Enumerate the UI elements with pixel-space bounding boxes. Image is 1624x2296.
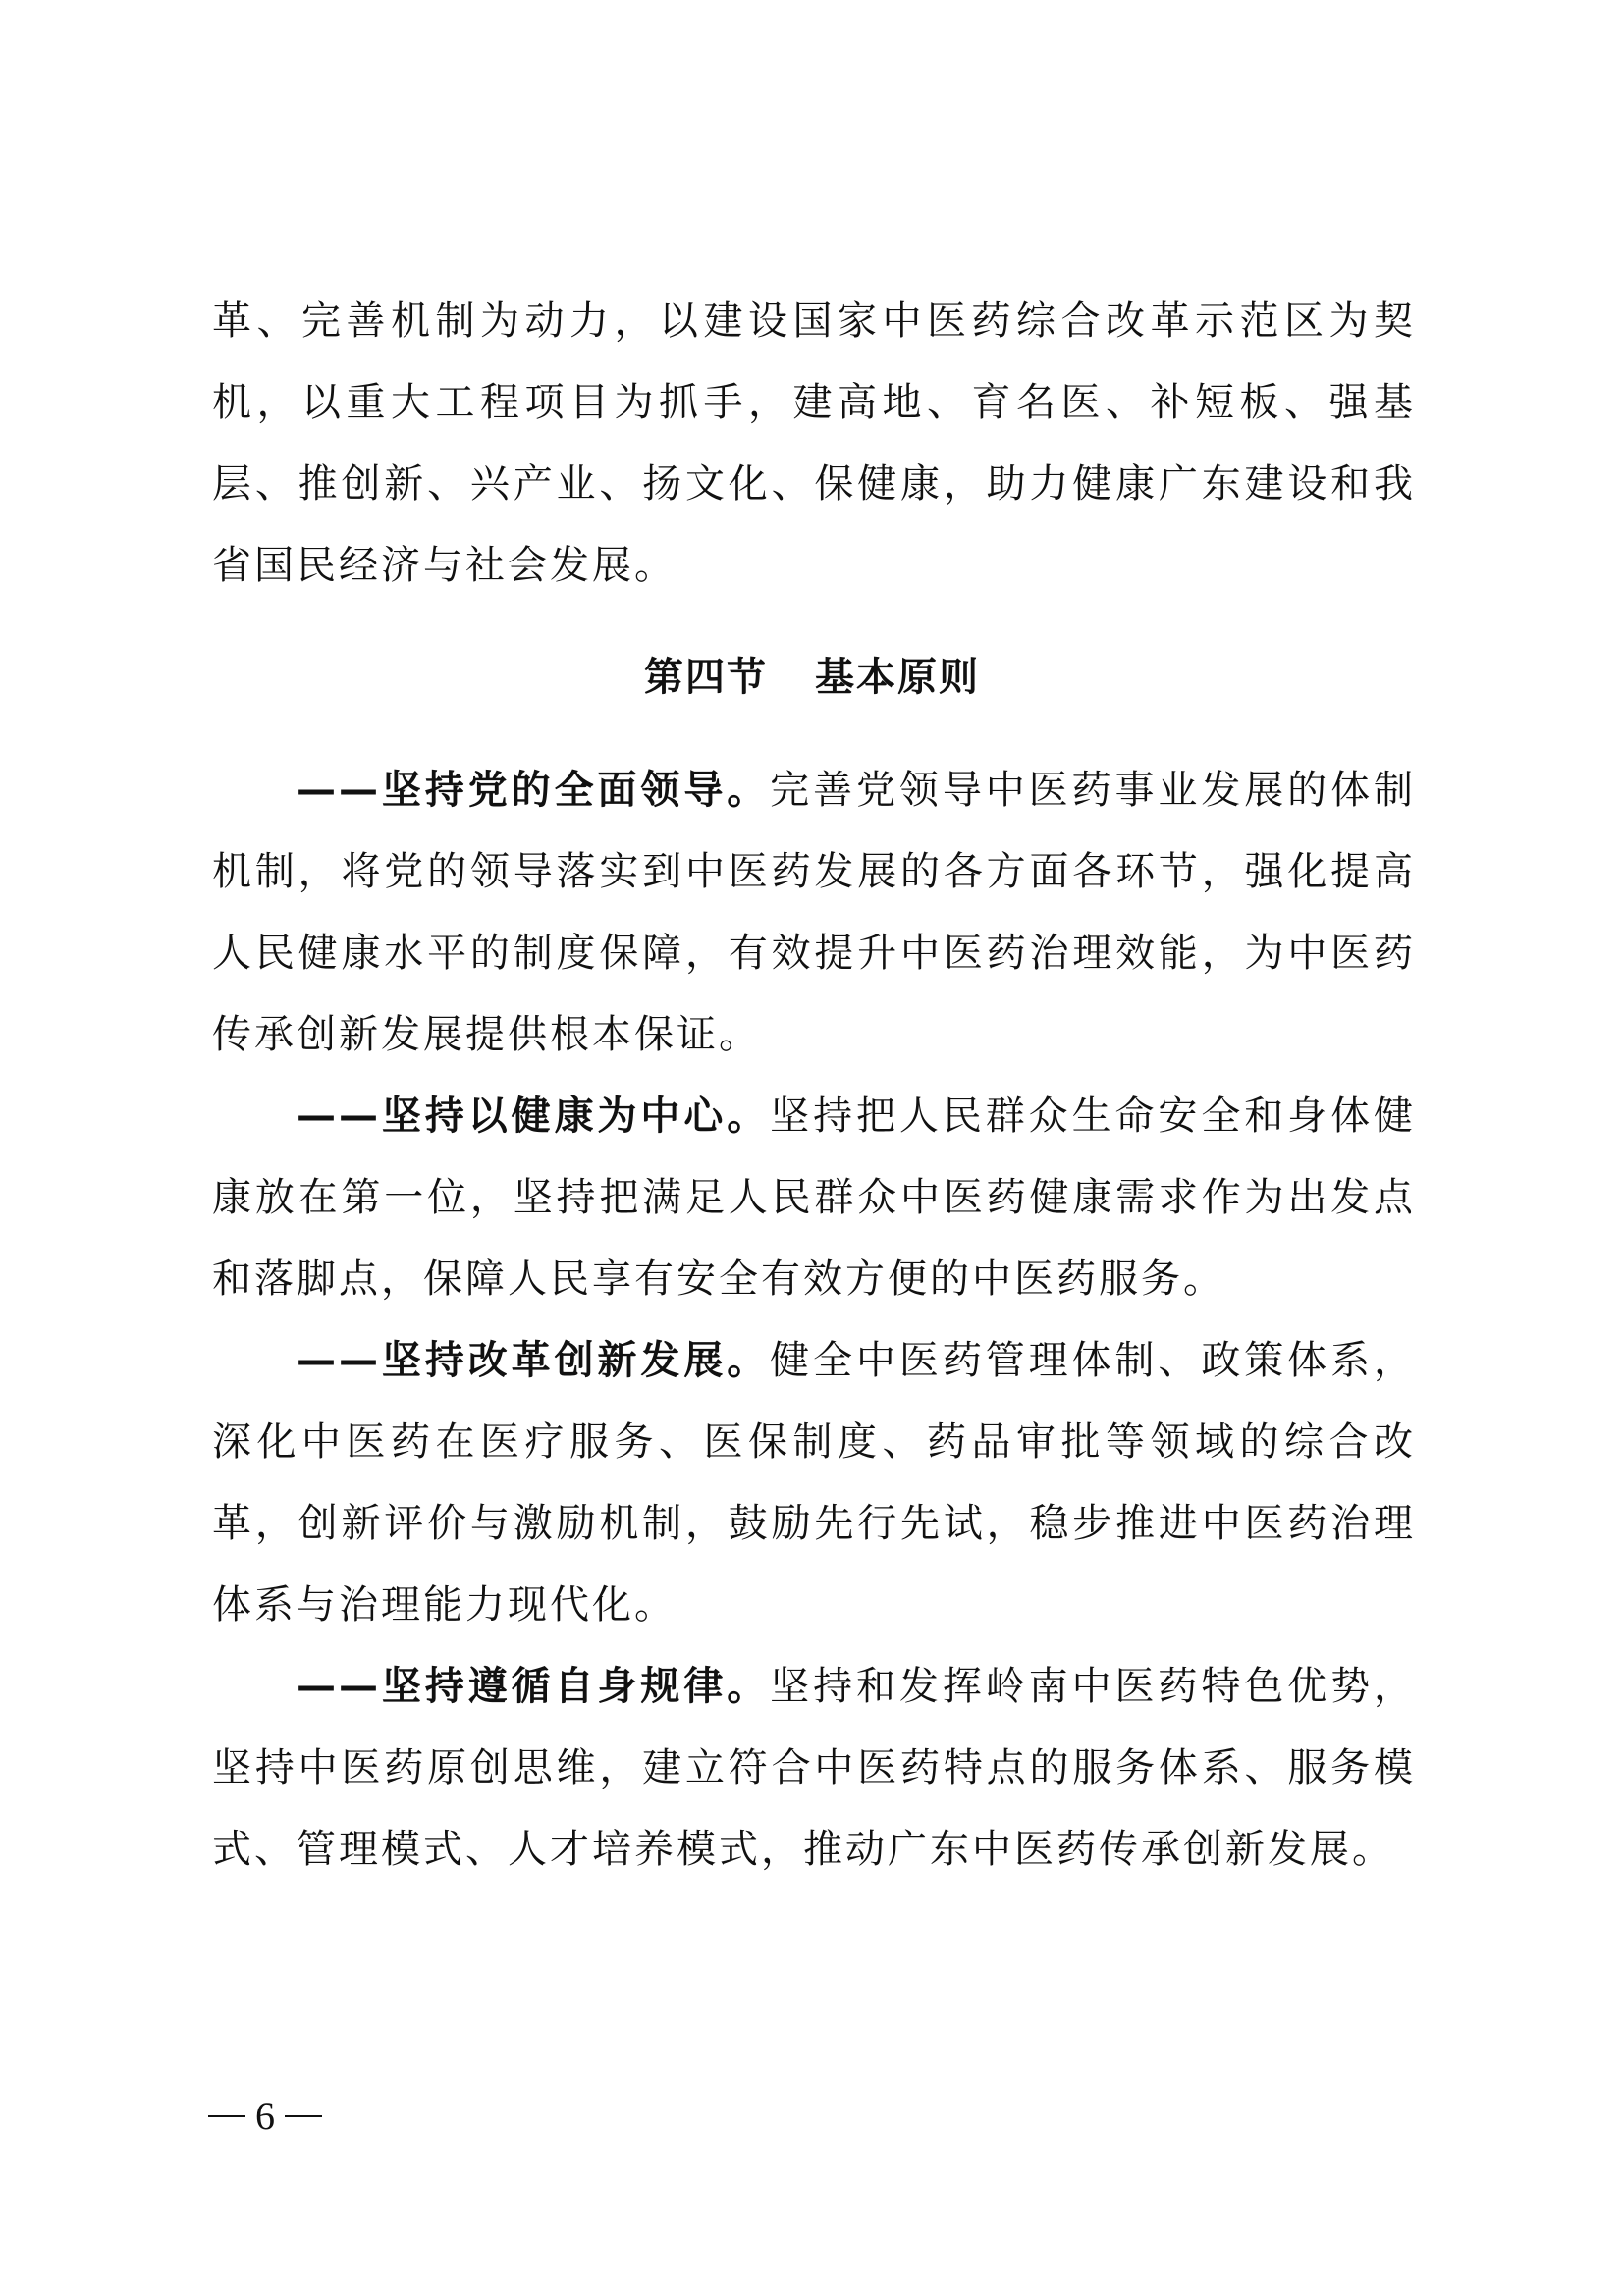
page-number-right-dash: [285, 2115, 322, 2117]
principle-paragraph: [212, 750, 1416, 1076]
principle-dash: ——: [297, 768, 381, 813]
section-number: 第四节: [644, 655, 768, 700]
intro-text-block: [212, 281, 1416, 607]
principle-paragraph: [212, 1320, 1416, 1646]
principle-dash: ——: [297, 1664, 381, 1709]
principle-body: 健全中医药管理体制、政策体系，深化中医药在医疗服务、医保制度、药品审批等领域的综合改革，创新评价与激励机制，鼓励先行先试，稳步推进中医药治理体系与治理能力现代化。: [212, 1338, 1417, 1628]
principle-lead: 坚持党的全面领导。: [381, 768, 771, 813]
principle-paragraph: [212, 1646, 1416, 1891]
principle-body: 坚持和发挥岭南中医药特色优势，坚持中医药原创思维，建立符合中医药特点的服务体系、服务模式、管理模式、人才培养模式，推动广东中医药传承创新发展。: [212, 1664, 1417, 1872]
principle-paragraph: [212, 1076, 1416, 1320]
principle-dash: ——: [297, 1338, 381, 1383]
principle-lead: 坚持遵循自身规律。: [381, 1664, 771, 1709]
section-heading: [0, 638, 1624, 717]
principle-lead: 坚持以健康为中心。: [381, 1094, 771, 1139]
principle-body: 完善党领导中医药事业发展的体制机制，将党的领导落实到中医药发展的各方面各环节，强化提高人民健康水平的制度保障，有效提升中医药治理效能，为中医药传承创新发展提供根本保证。: [212, 768, 1417, 1057]
intro-paragraph: 革、完善机制为动力，以建设国家中医药综合改革示范区为契机，以重大工程项目为抓手，建高地、育名医、补短板、强基层、推创新、兴产业、扬文化、保健康，助力健康广东建设和我省国民经济与社会发展。: [212, 298, 1416, 588]
principle-dash: ——: [297, 1094, 381, 1139]
principles-block: [212, 750, 1416, 1891]
principle-body: 坚持把人民群众生命安全和身体健康放在第一位，坚持把满足人民群众中医药健康需求作为出发点和落脚点，保障人民享有安全有效方便的中医药服务。: [212, 1094, 1417, 1302]
principle-lead: 坚持改革创新发展。: [381, 1338, 771, 1383]
page-number-left-dash: [208, 2115, 245, 2117]
page-number: [208, 2089, 322, 2144]
page-number-value: 6: [255, 2094, 275, 2138]
section-title: 基本原则: [815, 655, 980, 700]
